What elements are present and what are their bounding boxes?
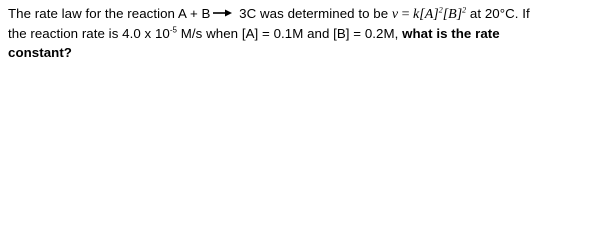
- concentration-b: [B]: [442, 7, 463, 22]
- equals-sign: =: [401, 7, 410, 22]
- reaction-products: 3C was determined to be: [235, 6, 392, 21]
- question-line-3: constant?: [8, 45, 72, 60]
- exponent-a: 2: [438, 5, 443, 15]
- question-prompt: what is the rate: [402, 26, 500, 41]
- rate-constant-symbol: k: [413, 7, 420, 22]
- rate-text: the reaction rate is 4.0 x 10: [8, 26, 170, 41]
- concentration-text: M/s when [A] = 0.1M and [B] = 0.2M,: [177, 26, 403, 41]
- temperature-text: at 20°C. If: [466, 6, 530, 21]
- rate-law-equation: [392, 7, 466, 22]
- rate-symbol: v: [391, 7, 399, 22]
- question-line-1: [8, 4, 586, 24]
- rate-exponent: -5: [169, 25, 178, 35]
- question-line-2: [8, 24, 586, 43]
- question-text: [8, 4, 586, 62]
- reaction-text: The rate law for the reaction A + B: [8, 6, 211, 21]
- right-arrow-icon: [211, 8, 233, 18]
- concentration-a: [A]: [419, 7, 439, 22]
- exponent-b: 2: [462, 5, 467, 15]
